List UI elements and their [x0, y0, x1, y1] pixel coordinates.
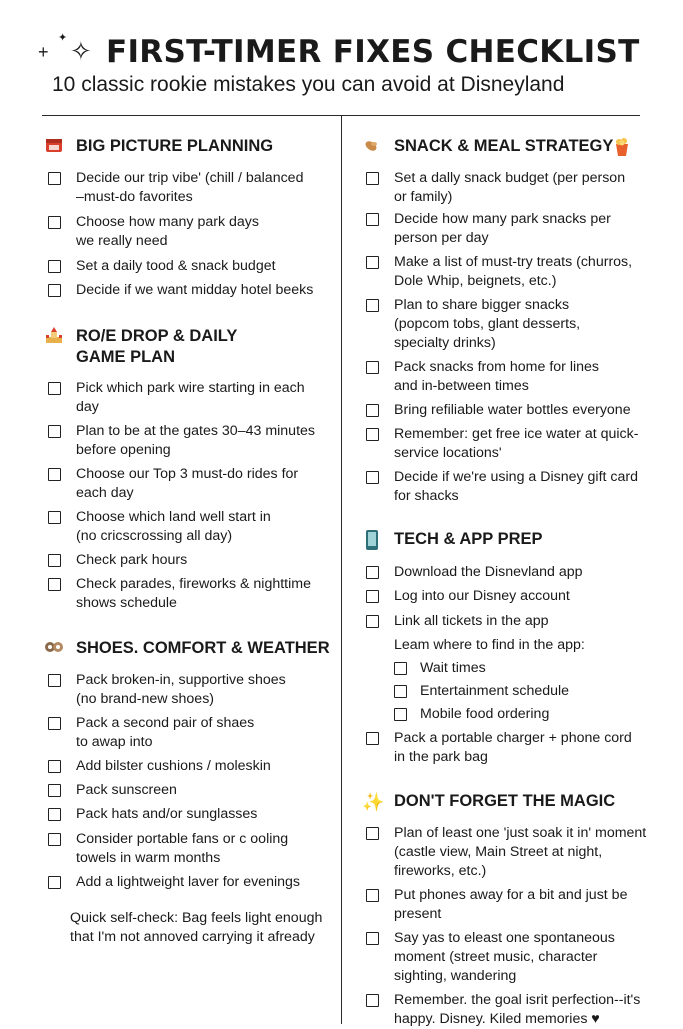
checkbox[interactable]	[48, 216, 61, 229]
checkbox[interactable]	[48, 784, 61, 797]
header	[0, 0, 683, 116]
checkbox[interactable]	[48, 468, 61, 481]
sparkles-icon: ✧	[70, 36, 92, 66]
section-title: DON'T FORGET THE MAGIC	[394, 792, 616, 810]
checkbox[interactable]	[366, 361, 379, 374]
section-title: SHOES. COMFORT & WEATHER	[76, 639, 330, 657]
checkbox[interactable]	[48, 833, 61, 846]
checkbox[interactable]	[48, 172, 61, 185]
checkbox[interactable]	[48, 808, 61, 821]
app-subnote: Leam where to find in the app:	[394, 637, 585, 653]
checkbox[interactable]	[48, 876, 61, 889]
checkbox[interactable]	[366, 566, 379, 579]
section-title: RO/E DROP & DAILY GAME PLAN	[76, 327, 238, 366]
checkbox[interactable]	[366, 256, 379, 269]
calendar-icon	[44, 137, 64, 157]
checkbox[interactable]	[48, 511, 61, 524]
shoes-icon	[44, 639, 64, 659]
checkbox[interactable]	[366, 994, 379, 1007]
section-title: BIG PICTURE PLANNING	[76, 137, 274, 155]
checkbox[interactable]	[48, 717, 61, 730]
checkbox[interactable]	[48, 554, 61, 567]
checkbox[interactable]	[394, 708, 407, 721]
churro-icon	[362, 137, 382, 157]
checkbox[interactable]	[366, 172, 379, 185]
checkbox[interactable]	[394, 662, 407, 675]
self-check-note: Quick self-check: Bag feels light enough that I'm not annoved carrying it afready	[70, 910, 323, 945]
checkbox[interactable]	[366, 889, 379, 902]
popcorn-icon	[614, 137, 630, 162]
checkbox[interactable]	[48, 578, 61, 591]
checkbox[interactable]	[366, 732, 379, 745]
sparkle-icon: ✨	[362, 792, 385, 812]
checkbox[interactable]	[366, 827, 379, 840]
checkbox[interactable]	[48, 760, 61, 773]
page-title: FIRST-TIMER FIXES CHECKLIST	[106, 34, 640, 70]
checkbox[interactable]	[366, 615, 379, 628]
page-subtitle: 10 classic rookie mistakes you can avoid at Disneyland	[52, 73, 565, 96]
checkbox[interactable]	[48, 260, 61, 273]
checkbox[interactable]	[366, 299, 379, 312]
checkbox[interactable]	[366, 932, 379, 945]
castle-icon	[44, 327, 64, 347]
checkbox[interactable]	[48, 674, 61, 687]
small-sparkle-icon: ✦	[58, 32, 68, 44]
section-title: SNACK & MEAL STRATEGY	[394, 137, 614, 155]
checkbox[interactable]	[48, 425, 61, 438]
checkbox[interactable]	[366, 213, 379, 226]
checkbox[interactable]	[394, 685, 407, 698]
checkbox[interactable]	[366, 471, 379, 484]
checkbox[interactable]	[48, 382, 61, 395]
checkbox[interactable]	[366, 590, 379, 603]
phone-icon	[362, 530, 382, 550]
plus-sparkle-icon: +	[38, 42, 49, 62]
section-title: TECH & APP PREP	[394, 530, 543, 548]
checkbox[interactable]	[366, 428, 379, 441]
checkbox[interactable]	[48, 284, 61, 297]
checkbox[interactable]	[366, 404, 379, 417]
